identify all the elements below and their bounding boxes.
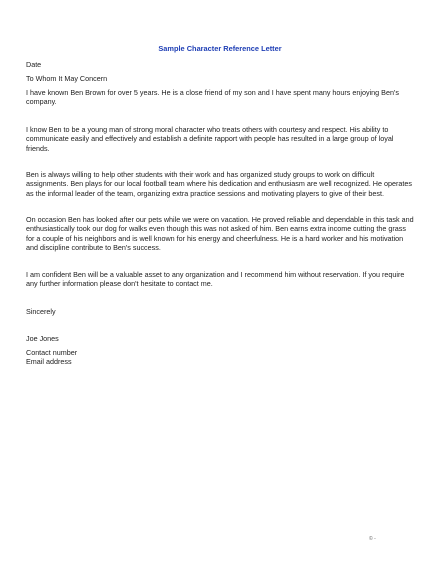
signature-name: Joe Jones <box>26 334 59 343</box>
letter-title: Sample Character Reference Letter <box>158 44 282 53</box>
letter-greeting: To Whom It May Concern <box>26 74 108 83</box>
letter-paragraph: I know Ben to be a young man of strong moral character who treats others with courtesy and respect. His ability to communicate easily and effectively and establish a definite rapport with people has resulted in a large group of loyal friends. <box>26 125 394 153</box>
letter-paragraph: On occasion Ben has looked after our pets while we were on vacation. He proved reliable and dependable in this task and enthusiastically took our dog for walks even though this was not asked of him. Ben earns extra income cutting the grass for a couple of his neighbors and is well known for his energy and cheerfulness. He is a hard worker and his motivation and discipline contribute to Ben's success. <box>26 215 414 253</box>
letter-date: Date <box>26 60 42 69</box>
email-address: Email address <box>26 357 72 366</box>
letter-paragraph: I have known Ben Brown for over 5 years. He is a close friend of my son and I have spent many hours enjoying Ben's company. <box>26 88 399 107</box>
contact-number: Contact number <box>26 348 78 357</box>
letter-closing: Sincerely <box>26 307 56 316</box>
letter-paragraph: I am confident Ben will be a valuable asset to any organization and I recommend him without reservation. If you require any further information please don't hesitate to contact me. <box>26 270 405 289</box>
letter-paragraph: Ben is always willing to help other students with their work and has organized study groups to work on difficult assignments. Ben plays for our local football team where his dedication and enthusiasm are well recognized. He operates as the informal leader of the team, organizing extra practice sessions and motivating players to give of their best. <box>26 170 412 198</box>
footer-mark: © - <box>369 536 376 542</box>
